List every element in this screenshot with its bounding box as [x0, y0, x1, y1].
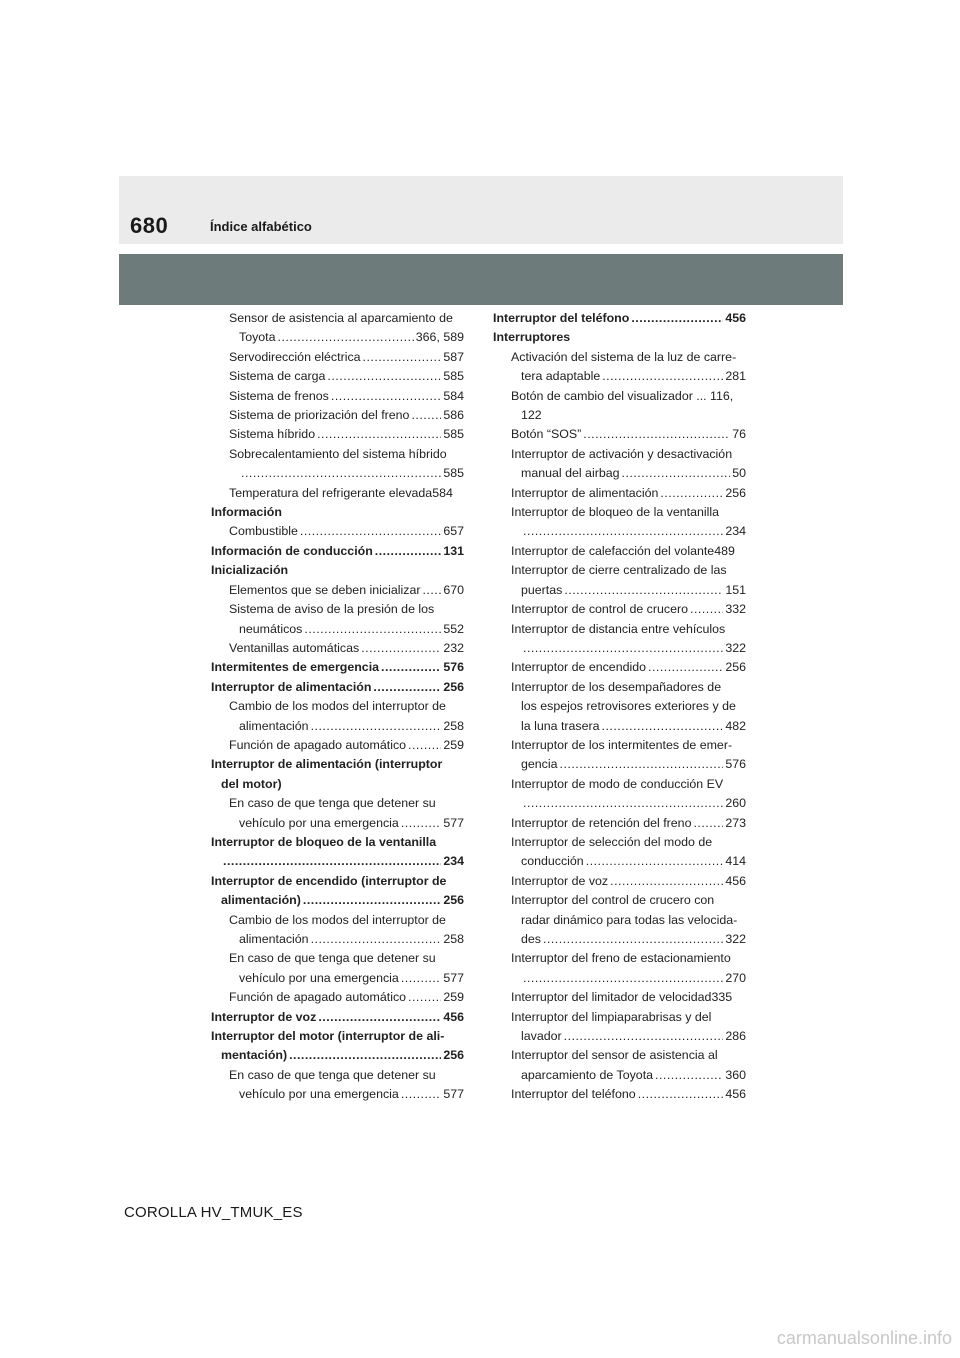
index-entry-text: Interruptor de modo de conducción EV: [511, 776, 724, 791]
index-entry-text: neumáticos: [239, 621, 303, 636]
index-entry-page: 234: [725, 524, 746, 539]
index-entry-text: Interruptor del motor (interruptor de ali-: [211, 1029, 445, 1044]
footer-model: COROLLA HV_TMUK_ES: [124, 1204, 303, 1221]
index-entry-text: Sobrecalentamiento del sistema híbrido: [229, 446, 447, 461]
index-entry-text: los espejos retrovisores exteriores y de: [521, 699, 736, 714]
index-entry-text: En caso de que tenga que detener su: [229, 951, 436, 966]
index-entry-page: 131: [443, 543, 464, 558]
index-entry-text: tera adaptable: [521, 369, 601, 384]
index-entry: [493, 1027, 746, 1046]
index-entry: [211, 639, 464, 658]
index-entry-text: Interruptor del sensor de asistencia al: [511, 1048, 718, 1063]
index-entry: [493, 484, 746, 503]
index-entry-text: Cambio de los modos del interruptor de: [229, 699, 446, 714]
index-entry-page: 256: [443, 1048, 464, 1063]
index-entry-page: 489: [714, 543, 735, 558]
index-entry: [211, 309, 464, 328]
index-entry-page: 576: [725, 757, 746, 772]
index-entry-text: Sistema híbrido: [229, 427, 316, 442]
index-entry-leader: [631, 309, 723, 328]
index-entry: [493, 969, 746, 988]
watermark: carmanualsonline.info: [776, 1328, 952, 1348]
index-entry: [211, 484, 464, 503]
index-entry: [493, 464, 746, 483]
index-entry: [493, 658, 746, 677]
index-entry-text: vehículo por una emergencia: [239, 970, 399, 985]
index-entry: [211, 678, 464, 697]
index-entry-leader: [311, 717, 442, 736]
index-entry-page: 577: [443, 1087, 464, 1102]
index-entry: [493, 1085, 746, 1104]
index-entry: [493, 794, 746, 813]
index-entry: [211, 911, 464, 930]
index-entry: [211, 1008, 464, 1027]
index-column-right: [493, 309, 746, 1105]
index-entry-page: 259: [443, 990, 464, 1005]
index-entry: [211, 406, 464, 425]
index-entry-text: Temperatura del refrigerante elevada: [229, 485, 433, 500]
index-entry-text: aparcamiento de Toyota: [521, 1067, 654, 1082]
index-entry-page: 286: [725, 1029, 746, 1044]
index-entry: [211, 794, 464, 813]
index-entry: [211, 658, 464, 677]
index-entry-text: Interruptor de voz: [211, 1009, 317, 1024]
index-entry-page: 456: [443, 1009, 464, 1024]
index-entry: [493, 775, 746, 794]
index-entry-page: 586: [443, 408, 464, 423]
index-entry-text: Interruptor del limpiaparabrisas y del: [511, 1009, 712, 1024]
index-entry-page: 584: [432, 485, 453, 500]
index-entry-text: Sistema de carga: [229, 369, 326, 384]
index-entry: [493, 581, 746, 600]
page-number: 680: [130, 213, 169, 238]
index-entry-text: Información: [211, 505, 282, 520]
index-entry-page: 584: [443, 388, 464, 403]
index-entry-page: 657: [443, 524, 464, 539]
index-entry-leader: [655, 1066, 723, 1085]
index-entry: [493, 755, 746, 774]
index-entry-leader: [331, 387, 441, 406]
index-entry-text: Interruptor de encendido: [511, 660, 647, 675]
index-entry: [493, 852, 746, 871]
index-entry: [493, 697, 746, 716]
index-entry-leader: [408, 988, 441, 1007]
index-entry-leader: [422, 581, 441, 600]
index-entry-page: 256: [443, 893, 464, 908]
index-entry-leader: [300, 522, 441, 541]
index-entry-text: Inicialización: [211, 563, 289, 578]
index-entry-leader: [690, 600, 723, 619]
index-entry: [493, 736, 746, 755]
index-entry-page: 260: [725, 796, 746, 811]
index-entry-text: alimentación): [221, 893, 301, 908]
index-entry: [493, 639, 746, 658]
index-entry: [211, 561, 464, 580]
index-entry: [211, 522, 464, 541]
index-entry-page: 281: [725, 369, 746, 384]
index-entry-text: lavador: [521, 1029, 562, 1044]
index-entry-leader: [648, 658, 723, 677]
index-entry-text: des: [521, 932, 541, 946]
index-entry-leader: [401, 1085, 442, 1104]
index-entry: [493, 367, 746, 386]
index-entry-page: 577: [443, 815, 464, 830]
index-entry-leader: [317, 425, 441, 444]
index-entry-page: 232: [443, 640, 464, 655]
index-entry-leader: [401, 814, 442, 833]
index-entry: [211, 755, 464, 774]
index-entry-text: Interruptor de retención del freno: [511, 815, 692, 830]
index-entry: [493, 678, 746, 697]
index-entry-leader: [602, 717, 724, 736]
index-column-left: [211, 309, 464, 1105]
index-entry-text: Botón de cambio del visualizador ... 116,: [511, 388, 734, 403]
index-entry-page: 256: [725, 485, 746, 500]
index-entry: [493, 309, 746, 328]
index-entry: [211, 1066, 464, 1085]
index-entry: [211, 1027, 464, 1046]
index-entry: [211, 581, 464, 600]
index-entry: [211, 367, 464, 386]
index-entry-text: Interruptor de bloqueo de la ventanilla: [211, 834, 437, 849]
index-entry: [493, 425, 746, 444]
index-entry-text: Interruptor de los desempañadores de: [511, 679, 722, 694]
index-entry: [211, 949, 464, 968]
index-entry: [211, 445, 464, 464]
index-entry-text: Interruptor de los intermitentes de emer-: [511, 737, 733, 752]
index-entry-page: 585: [443, 427, 464, 442]
index-entry: [493, 348, 746, 367]
index-entry-leader: [523, 969, 723, 988]
index-entry-page: 76: [732, 427, 746, 442]
index-entry-page: 234: [443, 854, 464, 869]
index-entry: [493, 1066, 746, 1085]
index-entry-leader: [523, 794, 723, 813]
index-entry-leader: [660, 484, 723, 503]
index-entry-leader: [610, 872, 723, 891]
index-entry: [211, 348, 464, 367]
index-entry-text: conducción: [521, 854, 584, 869]
index-entry-page: 332: [725, 602, 746, 617]
index-entry-text: Interruptor del teléfono: [493, 311, 630, 325]
index-entry-text: Interruptor de voz: [511, 873, 609, 888]
index-entry-text: Sensor de asistencia al aparcamiento de: [229, 311, 453, 325]
index-entry-leader: [583, 425, 730, 444]
index-entry-page: 552: [443, 621, 464, 636]
index-entry-text: radar dinámico para todas las velocida-: [521, 912, 738, 927]
index-entry-text: Toyota: [239, 330, 276, 345]
index-entry: [493, 503, 746, 522]
index-entry-text: Interruptores: [493, 330, 571, 345]
index-entry-text: Combustible: [229, 524, 298, 539]
index-entry-leader: [602, 367, 723, 386]
index-entry: [211, 969, 464, 988]
index-entry-text: Interruptor de alimentación (interruptor: [211, 757, 443, 772]
index-entry-text: Interruptor de alimentación: [511, 485, 659, 500]
index-entry: [493, 445, 746, 464]
index-entry: [493, 930, 746, 949]
index-entry-page: 256: [443, 679, 464, 694]
index-entry-text: Interruptor de alimentación: [211, 679, 372, 694]
index-entry: [211, 425, 464, 444]
index-entry-leader: [408, 736, 441, 755]
index-entry-leader: [304, 620, 441, 639]
index-entry-text: Botón “SOS”: [511, 427, 582, 442]
index-entry-leader: [622, 464, 731, 483]
index-entry-page: 585: [443, 369, 464, 384]
index-entry: [493, 620, 746, 639]
index-entry-page: 576: [443, 660, 464, 675]
index-entry-text: Sistema de aviso de la presión de los: [229, 602, 435, 617]
index-entry-text: Ventanillas automáticas: [229, 640, 360, 655]
index-entry-page: 587: [443, 349, 464, 364]
index-entry-text: Interruptor de calefacción del volante: [511, 543, 715, 558]
index-entry-page: 50: [732, 466, 746, 481]
index-entry-page: 335: [711, 990, 733, 1005]
index-entry-leader: [373, 678, 441, 697]
index-entry-text: Interruptor de encendido (interruptor de: [211, 873, 447, 888]
section-title: Índice alfabético: [210, 219, 312, 234]
index-entry-page: 360: [725, 1067, 746, 1082]
index-entry-page: 577: [443, 970, 464, 985]
index-entry-leader: [543, 930, 723, 949]
index-entry-text: Interruptor de distancia entre vehículos: [511, 621, 726, 636]
index-entry: [493, 561, 746, 580]
index-entry: [493, 522, 746, 541]
index-entry-leader: [361, 639, 441, 658]
index-entry-text: Interruptor de bloqueo de la ventanilla: [511, 505, 720, 520]
index-entry: [493, 814, 746, 833]
index-entry-page: 414: [725, 854, 746, 869]
index-entry-text: Cambio de los modos del interruptor de: [229, 912, 446, 927]
index-entry-leader: [318, 1008, 441, 1027]
index-entry-leader: [381, 658, 441, 677]
index-entry-text: Interruptor de cierre centralizado de las: [511, 563, 727, 578]
index-entry-leader: [523, 522, 723, 541]
index-entry-text: Función de apagado automático: [229, 737, 407, 752]
index-entry-leader: [401, 969, 442, 988]
index-entry: [211, 775, 464, 794]
index-entry: [493, 833, 746, 852]
index-entry: [211, 600, 464, 619]
index-entry-page: 366, 589: [415, 330, 464, 345]
index-entry: [211, 852, 464, 871]
index-entry-text: Interruptor de selección del modo de: [511, 834, 713, 849]
index-entry: [211, 872, 464, 891]
index-entry-leader: [241, 464, 441, 483]
index-entry: [211, 328, 464, 347]
index-entry-page: 670: [443, 582, 464, 597]
index-entry-text: alimentación: [239, 718, 309, 733]
index-entry: [493, 891, 746, 910]
index-entry-leader: [375, 542, 442, 561]
index-entry-text: alimentación: [239, 932, 309, 946]
index-entry-page: 322: [725, 640, 746, 655]
index-entry-page: 258: [443, 718, 464, 733]
index-entry-text: Interruptor del control de crucero con: [511, 893, 715, 908]
index-entry-text: la luna trasera: [521, 718, 600, 733]
index-entry: [211, 542, 464, 561]
index-entry-text: Interruptor de activación y desactivación: [511, 446, 733, 461]
index-entry-page: 273: [725, 815, 746, 830]
index-entry-leader: [303, 891, 441, 910]
index-entry: [493, 406, 746, 425]
index-entry-text: vehículo por una emergencia: [239, 815, 399, 830]
index-entry: [211, 930, 464, 949]
index-entry-leader: [311, 930, 442, 949]
index-entry: [493, 1008, 746, 1027]
index-entry-leader: [327, 367, 441, 386]
index-entry-text: Interruptor del limitador de velocidad: [511, 990, 712, 1005]
index-entry-text: 122: [521, 408, 542, 423]
index-entry-text: En caso de que tenga que detener su: [229, 796, 436, 811]
index-entry-leader: [223, 852, 441, 871]
index-entry-page: 456: [725, 873, 746, 888]
index-entry: [211, 620, 464, 639]
index-entry-text: Activación del sistema de la luz de carre-: [511, 349, 737, 364]
index-entry-text: Interruptor de control de crucero: [511, 602, 689, 617]
index-entry: [211, 891, 464, 910]
index-entry-text: En caso de que tenga que detener su: [229, 1067, 436, 1082]
index-entry: [493, 988, 746, 1007]
index-entry-page: 270: [725, 970, 746, 985]
index-entry-page: 585: [443, 466, 464, 481]
index-entry: [211, 1046, 464, 1065]
index-entry-text: Función de apagado automático: [229, 990, 407, 1005]
index-entry-text: gencia: [521, 757, 558, 772]
index-entry-text: Interruptor del freno de estacionamiento: [511, 951, 731, 966]
index-entry-leader: [278, 328, 414, 347]
index-entry-page: 259: [443, 737, 464, 752]
index-entry: [493, 717, 746, 736]
index-entry-text: del motor): [221, 776, 282, 791]
index-entry-page: 322: [725, 932, 746, 946]
index-entry-text: puertas: [521, 582, 563, 597]
index-entry-text: Información de conducción: [211, 543, 373, 558]
index-entry: [211, 814, 464, 833]
index-entry: [211, 464, 464, 483]
index-entry-leader: [411, 406, 441, 425]
index-entry-text: Sistema de frenos: [229, 388, 329, 403]
index-entry: [211, 833, 464, 852]
index-entry: [493, 872, 746, 891]
index-entry-text: Sistema de priorización del freno: [229, 408, 410, 423]
index-entry-page: 258: [443, 932, 464, 946]
index-entry-page: 456: [725, 311, 746, 325]
index-entry-page: 482: [725, 718, 746, 733]
index-entry-page: 151: [725, 582, 746, 597]
index-entry: [493, 387, 746, 406]
index-entry: [493, 542, 746, 561]
index-entry-leader: [693, 814, 723, 833]
index-entry-leader: [289, 1046, 441, 1065]
index-entry: [493, 1046, 746, 1065]
index-entry-text: mentación): [221, 1048, 288, 1063]
index-entry: [211, 736, 464, 755]
index-entry: [211, 717, 464, 736]
index-entry-text: Interruptor del teléfono: [511, 1087, 636, 1102]
section-bar: [119, 254, 843, 305]
index-entry-page: 256: [725, 660, 746, 675]
index-entry-leader: [523, 639, 723, 658]
index-entry: [211, 988, 464, 1007]
index-entry-text: Servodirección eléctrica: [229, 349, 361, 364]
index-entry-leader: [560, 755, 724, 774]
index-entry-leader: [564, 1027, 724, 1046]
index-entry-leader: [586, 852, 724, 871]
index-entry-leader: [363, 348, 442, 367]
index-entry-page: 456: [725, 1087, 746, 1102]
index-entry: [493, 328, 746, 347]
index-entry-text: Elementos que se deben inicializar: [229, 582, 421, 597]
index-entry: [493, 600, 746, 619]
index-entry-leader: [638, 1085, 724, 1104]
index-entry-text: vehículo por una emergencia: [239, 1087, 399, 1102]
index-entry: [493, 911, 746, 930]
index-entry-text: manual del airbag: [521, 466, 620, 481]
index-entry: [211, 697, 464, 716]
index-entry: [493, 949, 746, 968]
index-entry-text: Intermitentes de emergencia: [211, 660, 380, 675]
index-entry: [211, 503, 464, 522]
index-entry-leader: [564, 581, 723, 600]
index-entry: [211, 387, 464, 406]
index-entry: [211, 1085, 464, 1104]
